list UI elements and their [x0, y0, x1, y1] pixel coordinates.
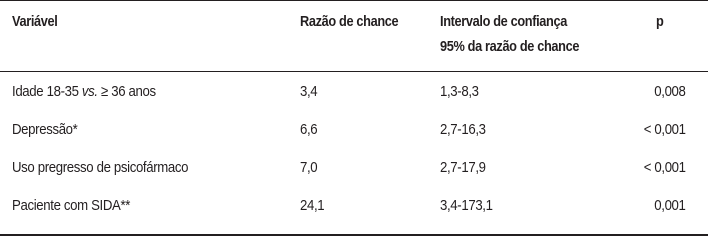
header-ci-line1: Intervalo de confiança: [440, 14, 567, 30]
header-odds-ratio: Razão de chance: [300, 14, 399, 30]
cell-variable: [12, 83, 156, 100]
cell-ci: 1,3-8,3: [440, 83, 479, 100]
cell-ci: 3,4-173,1: [440, 197, 493, 214]
header-variable: Variável: [12, 14, 58, 30]
cell-p: < 0,001: [644, 121, 686, 138]
cell-odds-ratio: 24,1: [300, 197, 325, 214]
table-bottom-rule: [0, 234, 708, 236]
variable-text: Uso pregresso de psicofármaco: [12, 159, 189, 176]
cell-variable: [12, 159, 188, 176]
cell-odds-ratio: 3,4: [300, 83, 318, 100]
variable-text: Paciente com SIDA**: [12, 197, 131, 214]
cell-p: 0,008: [654, 83, 686, 100]
cell-p: 0,001: [654, 197, 686, 214]
cell-odds-ratio: 7,0: [300, 159, 318, 176]
header-ci-line2: 95% da razão de chance: [440, 39, 580, 55]
variable-text-rest: ≥ 36 anos: [97, 83, 156, 100]
cell-ci: 2,7-17,9: [440, 159, 486, 176]
cell-odds-ratio: 6,6: [300, 121, 318, 138]
variable-italic: vs.: [81, 83, 98, 100]
header-p: p: [656, 14, 664, 30]
cell-variable: [12, 197, 130, 214]
cell-ci: 2,7-16,3: [440, 121, 486, 138]
table-header-row: [0, 0, 708, 71]
cell-variable: [12, 121, 77, 138]
table-header-rule: [0, 71, 708, 72]
variable-text: Idade 18-35: [12, 83, 82, 100]
variable-text: Depressão*: [12, 121, 78, 138]
cell-p: < 0,001: [644, 159, 686, 176]
